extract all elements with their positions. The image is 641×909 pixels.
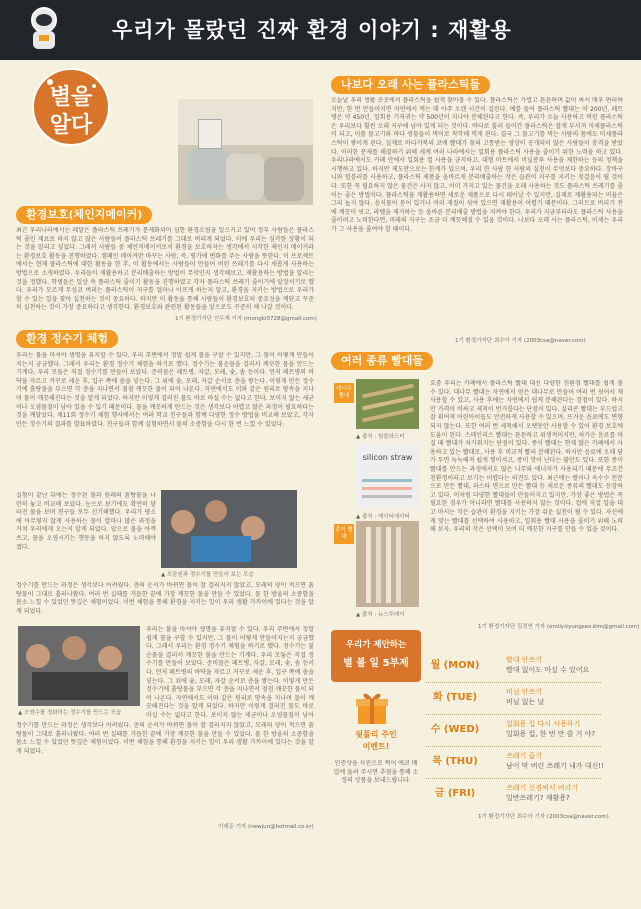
- day-fri-line2: 일반쓰레기? 재활용?: [506, 794, 570, 802]
- caption-purifier-2: ▲ 오염수를 정화하는 정수기를 만드는 모습: [18, 710, 122, 716]
- day-mon-line2: 빨대 없이도 마실 수 있어요: [506, 666, 590, 674]
- divider: [426, 714, 601, 715]
- day-row-thu: [426, 750, 604, 774]
- event-badge-line2: 이벤트!: [362, 742, 390, 751]
- logo-line2: 알다: [49, 113, 93, 138]
- banner-title-line2: 별 볼 일 5부제: [343, 658, 409, 669]
- silicon-straw-label: silicon straw: [362, 453, 413, 462]
- day-thu-line1: 쓰레기 줍기: [506, 752, 543, 760]
- day-label-fri: 금 (FRI): [434, 788, 476, 799]
- day-row-wed: [426, 718, 601, 742]
- day-label-wed: 수 (WED): [430, 724, 480, 735]
- gift-icon: [352, 690, 392, 726]
- day-row-fri: [426, 782, 601, 806]
- section-pill-straws: 여러 종류 빨대들: [331, 352, 433, 370]
- event-badge-line1: 뒷풀리 주인: [355, 730, 397, 739]
- section2-body1: 우리는 물을 마셔야 생명을 유지할 수 있다. 우리 주변에서 정말 쉽게 물을 구할 수 있지만, 그 물이 어떻게 만들어지는지 궁금했다. 그래서 우리는 환경 정수기 체험을 하기로 했다. 정수기는 불순물을 걸러서 깨끗한 물을 만드는 기계다. 우리 모둠은 직접 정수기를 만들어 보았다. 준비물은 페트병, 자갈, 모래, 숯, 솜 등이다. 먼저 페트병의 바닥을 자르고 거꾸로 세운 후, 입구 쪽에 솜을 넣는다. 그 위에 숯, 모래, 자갈 순서로 층을 쌓는다. 이렇게 만든 정수기에 흙탕물을 부으면 각 층을 지나면서 점점 깨끗한 물이 되어 나온다. 자연에서도 이와 같은 원리로 땅속을 지나며 물이 깨끗해진다는 것을 알게 되었다. 하지만 이렇게 걸러진 물도 바로 마실 수는 없다고 한다. 보이지 않는 세균이나 오염물질이 남아 있을 수 있기 때문이다. 물을 깨끗하게 만드는 것은 생각보다 어렵고 많은 과정이 필요하다는 것을 깨달았다. 제11회 정수기 체험 행사에서는 여러 학교 친구들과 함께 다양한 정수 방법을 비교해 보았고, 각자 만든 정수기의 결과를 발표하였다. 친구들과 함께 실험하면서 물의 소중함을 다시 한 번 느낄 수 있었다.: [16, 352, 314, 428]
- day-row-mon: [426, 654, 601, 678]
- day-label-mon: 월 (MON): [430, 660, 480, 671]
- page-header: [0, 0, 641, 60]
- day-fri-line1: 쓰레기 신경써서 버리기: [506, 784, 579, 792]
- section4-body: 요즘 우리는 카페에서 플라스틱 빨대 대신 다양한 친환경 빨대를 쉽게 볼 수 있다. 대나무 빨대는 자연에서 얻은 대나무로 만들어 여러 번 씻어서 재사용할 수 있고, 사용 후에는 자연에서 쉽게 분해된다는 장점이 있다. 하지만 가격이 비싸고 세척이 번거롭다는 단점이 있다. 실리콘 빨대는 부드럽고 잘 휘어져 어린아이들도 안전하게 사용할 수 있으며, 뜨거운 음료에도 변형되지 않는다. 또한 여러 번 세척해서 오랫동안 사용할 수 있어 환경 보호에 도움이 된다. 스테인리스 빨대는 튼튼하고 위생적이지만, 차가운 음료를 마실 때 빨대가 차가워지는 단점이 있다. 종이 빨대는 현재 많은 카페에서 사용하고 있는 빨대로, 사용 후 비교적 빨리 분해된다. 하지만 음료에 오래 담가 두면 눅눅해져 쉽게 찢어지고, 종이 맛이 난다는 불만도 있다. 또한 종이 빨대를 만드는 과정에서도 많은 나무와 에너지가 사용되기 때문에 무조건 친환경이라고 보기는 어렵다는 의견도 있다. 최근에는 쌀이나 옥수수 전분으로 만든 빨대, 파스타 면으로 만든 빨대 등 새로운 종류의 빨대도 등장하고 있다. 이처럼 다양한 빨대들이 만들어지고 있지만, 가장 좋은 방법은 꼭 필요한 경우가 아니라면 빨대를 사용하지 않는 것이다. 컵에 직접 입을 대고 마시는 작은 습관이 환경을 지키는 가장 쉬운 실천이 될 수 있다. 자신에게 맞는 빨대를 선택하여 사용하고, 일회용 빨대 사용을 줄이기 위해 노력해 보자. 우리의 작은 선택이 모여 더 깨끗한 지구를 만들 수 있을 것이다.: [430, 380, 623, 534]
- five-day-banner: [331, 630, 421, 682]
- day-label-thu: 목 (THU): [432, 756, 478, 767]
- purifier-photo-1: [161, 490, 297, 568]
- section1-credit: 1기 환경기자단 인우재 기자 (mongki0728@gmail.com): [175, 316, 317, 322]
- paper-straw-photo: [356, 521, 419, 607]
- section2-credit: 이예준 기자 (newjun@hotmail.co.kr): [218, 824, 314, 830]
- day-mon-line1: 빨대 안쓰기: [506, 656, 543, 664]
- tag-paper: 종이 빨대: [334, 524, 354, 544]
- logo-line1: 별을: [49, 85, 93, 110]
- trash-photo: [178, 99, 313, 205]
- section3-credit: 1기 환경기자단 최수아 기자 (2003csa@naver.com): [455, 338, 586, 344]
- section5-credit: 1기 환경기자단 최수아 기자 (2003csa@naver.com): [478, 814, 609, 820]
- day-row-tue: [426, 686, 601, 710]
- tag-bamboo: 대나무 빨대: [334, 383, 354, 403]
- section4-credit: 1기 환경기자단 김경연 기자 (emily.kyungseo.kim@gmail.com): [478, 624, 640, 630]
- section-pill-water-purifier: 환경 정수기 체험: [16, 330, 118, 348]
- divider: [426, 682, 601, 683]
- bamboo-straw-photo: [356, 379, 419, 429]
- banner-title-line1: 우리가 제안하는: [345, 640, 407, 650]
- section1-body: 최근 우리나라에서는 페달은 플라스틱 쓰레기가 문제화되어 심한 환경오염을 일으키고 있어 정부 사람들은 플라스틱 줄인 재료로 하지 않고 많은 사람들이 플라스틱 쓰레기를 그대로 버리게 되었다. 이에 우리는 심각한 상황이 되는 것을 알리고 싶었다. 그래서 사람들 중 체인지메이커로서 환경을 보호하자는 생각에서 시작한 체인지 메이커라는 환경보호 활동을 진행하였다. 캠페인 메이커란 바꾸는 사람, 즉, 평가에 변화를 주는 사람을 뜻한다. 이 프로젝트에서는 현재 플라스틱에 대한 활동을 한 후, 이 활동에서는 사람들이 만들어 버린 쓰레기를 다시 새롭게 사용하는 방법으로 소개하였다. 우리들이 재활용하고 분리배출하는 방법이 무엇인지 생각해보고, 재활용하는 방법을 알리는 것을 정했다. 학생들은 일상 속 플라스틱 줄이기 활동을 진행하였고 각자 플라스틱 쓰레기 줄이기에 앞장서기로 했다. 우리가 모르게 무심코 버리는 플라스틱이 지구를 얼마나 아프게 하는지 알고, 환경을 지키는 방법으로 우리가 할 수 있는 일을 찾아 실천하는 것이 중요하다. 하지만 이 활동을 통해 사람들이 환경보호의 중요성을 깨닫고 꾸준히 실천하는 것이 가장 중요하다고 생각한다. 환경보호와 관련된 활동들을 앞으로도 꾸준히 해 나갈 것이다.: [16, 227, 314, 311]
- caption-purifier-1: ▲ 모둠원과 정수기를 만들어 보는 모습: [161, 572, 254, 578]
- section2-body3b: 우리는 물을 마셔야 생명을 유지할 수 있다. 우리 주변에서 정말 쉽게 물을 구할 수 있지만, 그 물이 어떻게 만들어지는지 궁금했다. 그래서 우리는 환경 정수기 체험을 하기로 했다. 정수기는 불순물을 걸러서 깨끗한 물을 만드는 기계다. 우리 모둠은 직접 정수기를 만들어 보았다. 준비물은 페트병, 자갈, 모래, 숯, 솜 등이다. 먼저 페트병의 바닥을 자르고 거꾸로 세운 후, 입구 쪽에 솜을 넣는다. 그 위에 숯, 모래, 자갈 순서로 층을 쌓는다. 이렇게 만든 정수기에 흙탕물을 부으면 각 층을 지나면서 점점 깨끗한 물이 되어 나온다. 자연에서도 이와 같은 원리로 땅속을 지나며 물이 깨끗해진다는 것을 알게 되었다. 하지만 이렇게 걸러진 물도 바로 마실 수는 없다고 한다. 보이지 않는 세균이나 오염물질이 남아: [146, 626, 314, 719]
- day-label-tue: 화 (TUE): [432, 692, 478, 703]
- logo: [30, 66, 112, 148]
- section-pill-plastics: 나보다 오래 사는 플라스틱들: [331, 76, 490, 94]
- caption-silicon: ▲ 출처 : 에이티에이티: [356, 514, 410, 520]
- astronaut-icon: [26, 6, 62, 52]
- purifier-photo-2: [18, 626, 140, 706]
- day-tue-line2: 비닐 없는 날: [506, 698, 545, 706]
- section2-body3a: 정수기를 만드는 과정은 생각보다 어려웠다. 층의 순서가 바뀌면 물이 잘 걸러지지 않았고, 모래의 양이 적으면 흙탕물이 그대로 흘러나왔다. 여러 번 실패를 거듭한 끝에 가장 깨끗한 물을 만들 수 있었다. 물 한 방울의 소중함을 몸소 느낄 수 있었던 뜻깊은 체험이었다. 이번 체험을 통해 환경을 지키는 일이 우리 생활 가까이에 있다는 것을 알게 되었다.: [16, 582, 314, 615]
- caption-paper: ▲ 출처 : 뉴스투데이: [356, 612, 405, 618]
- day-tue-line1: 비닐 안쓰기: [506, 688, 543, 696]
- section2-body3c: 정수기를 만드는 과정은 생각보다 어려웠다. 층의 순서가 바뀌면 물이 잘 걸러지지 않았고, 모래의 양이 적으면 흙탕물이 그대로 흘러나왔다. 여러 번 실패를 거듭한 끝에 가장 깨끗한 물을 만들 수 있었다. 물 한 방울의 소중함을 몸소 느낄 수 있었던 뜻깊은 체험이었다. 이번 체험을 통해 환경을 지키는 일이 우리 생활 가까이에 있다는 것을 알게 되었다.: [16, 722, 314, 755]
- caption-bamboo: ▲ 출처 : 힘블라스터: [356, 434, 405, 440]
- day-wed-line2: 일회용 컵, 한 번 만 쓸 거 야?: [506, 730, 596, 738]
- section-pill-environment: 환경보호(체인지메이커): [16, 206, 152, 224]
- divider: [426, 778, 601, 779]
- silicon-straw-photo: [356, 443, 419, 509]
- divider: [426, 746, 601, 747]
- day-thu-line2: 남이 막 버린 쓰레기 내가 대신!!: [506, 762, 604, 770]
- section3-body: 오늘날 우리 생활 곳곳에서 플라스틱을 쉽게 찾아볼 수 있다. 플라스틱은 가볍고 튼튼하며 값이 싸서 매우 편리하지만, 한 번 만들어지면 자연에서 썩는 데 아주 오랜 시간이 걸린다. 예를 들어 플라스틱 빨대는 약 200년, 페트병은 약 450년, 일회용 기저귀는 약 500년이 지나야 분해된다고 한다. 즉, 우리가 오늘 사용하고 버린 플라스틱은 우리보다 훨씬 오래 지구에 남아 있게 되는 것이다. 바다로 흘러 들어간 플라스틱은 잘게 부서져 미세플라스틱이 되고, 이를 물고기와 바다 생물들이 먹이로 착각해 먹게 된다. 결국 그 물고기를 먹는 사람의 몸에도 미세플라스틱이 쌓이게 된다. 실제로 바다거북의 코에 빨대가 꽂혀 고통받는 영상이 공개되어 많은 사람들이 충격을 받았다. 이러한 문제를 해결하기 위해 세계 여러 나라에서는 일회용 플라스틱 사용을 줄이기 위한 노력을 하고 있다. 우리나라에서도 카페 안에서 일회용 컵 사용을 금지하고, 대형 마트에서 비닐봉투 사용을 제한하는 등의 정책을 시행하고 있다. 하지만 제도만으로는 한계가 있으며, 우리 한 사람 한 사람의 실천이 무엇보다 중요하다. 장바구니와 텀블러를 사용하고, 플라스틱 제품을 올바르게 분리배출하는 작은 습관이 지구를 지키는 첫걸음이 될 것이다. 또한 꼭 필요하지 않은 물건은 사지 않고, 이미 가지고 있는 물건을 오래 사용하는 것도 플라스틱 쓰레기를 줄이는 좋은 방법이다. 플라스틱을 재활용하면 새로운 제품으로 다시 태어날 수 있지만, 실제로 재활용되는 비율은 그리 높지 않다. 음식물이 묻어 있거나 여러 재질이 섞여 있으면 재활용이 어렵기 때문이다. 그러므로 버리기 전에 깨끗이 씻고, 라벨을 제거하는 등 올바른 분리배출 방법을 지켜야 한다. 우리가 지금부터라도 플라스틱 사용을 줄이려고 노력한다면, 미래의 지구는 조금 더 깨끗해질 수 있을 것이다. 나보다 오래 사는 플라스틱, 이제는 우리가 그 사용을 줄여야 할 때이다.: [331, 97, 623, 233]
- section2-body2: 실험이 끝난 뒤에는 정수된 물과 원래의 흙탕물을 나란히 놓고 비교해 보았다. 눈으로 보기에도 확연히 달라진 물을 보며 친구들 모두 신기해했다. 우리가 평소에 아무렇지 않게 사용하는 물이 얼마나 많은 과정을 거쳐 우리에게 오는지 알게 되었다. 앞으로 물을 아껴 쓰고, 물을 오염시키는 행동을 하지 않도록 노력해야겠다.: [16, 492, 156, 551]
- page-title: 우리가 몰랐던 진짜 환경 이야기 : 재활용: [112, 18, 512, 42]
- event-description: 인증샷을 사진으로 찍어 에코 메일에 올려 주시면 추첨을 통해 소정의 상품을 보내드립니다.: [333, 760, 419, 785]
- day-wed-line1: 일회용 컵 다시 사용하기: [506, 720, 581, 728]
